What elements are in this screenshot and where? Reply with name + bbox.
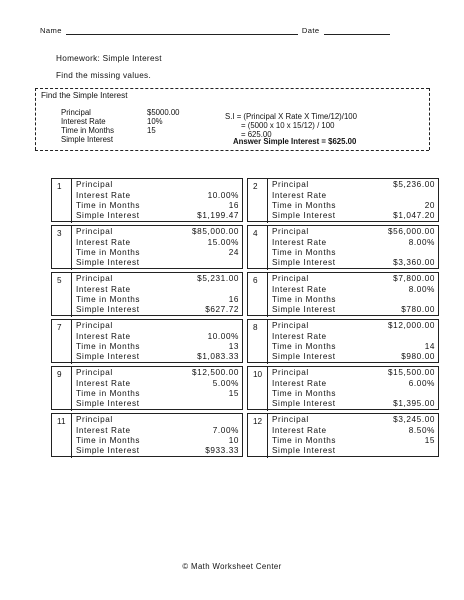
time-row bbox=[272, 342, 435, 352]
problem-number-divider bbox=[71, 320, 72, 364]
interest-label: Simple Interest bbox=[76, 211, 140, 220]
time-label: Time in Months bbox=[76, 248, 141, 257]
problem-number: 2 bbox=[253, 182, 258, 191]
principal-label: Principal bbox=[272, 415, 309, 424]
rate-label: Interest Rate bbox=[76, 285, 131, 294]
principal-row bbox=[76, 227, 239, 237]
problem-number: 9 bbox=[57, 370, 62, 379]
problem-number: 6 bbox=[253, 276, 258, 285]
time-row bbox=[76, 248, 239, 258]
problem-number-divider bbox=[267, 320, 268, 364]
principal-value[interactable]: $3,245.00 bbox=[393, 415, 435, 424]
rate-value[interactable]: 6.00% bbox=[408, 379, 435, 388]
principal-row bbox=[272, 274, 435, 284]
date-label: Date bbox=[301, 26, 320, 35]
interest-label: Simple Interest bbox=[272, 399, 336, 408]
time-value[interactable]: 14 bbox=[424, 342, 435, 351]
time-row bbox=[272, 389, 435, 399]
interest-label: Simple Interest bbox=[272, 211, 336, 220]
principal-label: Principal bbox=[272, 227, 309, 236]
principal-row bbox=[76, 368, 239, 378]
problem-number: 7 bbox=[57, 323, 62, 332]
rate-value[interactable]: 8.00% bbox=[408, 238, 435, 247]
time-label: Time in Months bbox=[272, 295, 337, 304]
problem-card bbox=[247, 366, 439, 410]
rate-label: Interest Rate bbox=[76, 426, 131, 435]
time-label: Time in Months bbox=[272, 436, 337, 445]
time-label: Time in Months bbox=[272, 201, 337, 210]
interest-row bbox=[76, 305, 239, 315]
time-label: Time in Months bbox=[76, 342, 141, 351]
interest-label: Simple Interest bbox=[76, 305, 140, 314]
time-label: Time in Months bbox=[272, 389, 337, 398]
time-value[interactable]: 16 bbox=[228, 201, 239, 210]
problem-number: 12 bbox=[253, 417, 263, 426]
time-row bbox=[76, 436, 239, 446]
interest-label: Simple Interest bbox=[272, 352, 336, 361]
problem-card bbox=[51, 366, 243, 410]
time-value[interactable]: 20 bbox=[424, 201, 435, 210]
interest-value[interactable]: $933.33 bbox=[205, 446, 239, 455]
time-value[interactable]: 16 bbox=[228, 295, 239, 304]
example-value: $5000.00 bbox=[147, 108, 180, 117]
time-value[interactable]: 13 bbox=[228, 342, 239, 351]
principal-label: Principal bbox=[272, 274, 309, 283]
rate-row bbox=[272, 379, 435, 389]
rate-label: Interest Rate bbox=[76, 332, 131, 341]
principal-value[interactable]: $56,000.00 bbox=[388, 227, 435, 236]
principal-value[interactable]: $15,500.00 bbox=[388, 368, 435, 377]
interest-row bbox=[76, 352, 239, 362]
example-border-top bbox=[35, 88, 429, 89]
time-row bbox=[76, 295, 239, 305]
time-value[interactable]: 24 bbox=[228, 248, 239, 257]
problem-number: 8 bbox=[253, 323, 258, 332]
rate-label: Interest Rate bbox=[272, 426, 327, 435]
principal-row bbox=[76, 180, 239, 190]
time-value[interactable]: 15 bbox=[424, 436, 435, 445]
interest-row bbox=[76, 446, 239, 456]
time-value[interactable]: 10 bbox=[228, 436, 239, 445]
copyright-footer: © Math Worksheet Center bbox=[182, 562, 282, 571]
example-values bbox=[147, 108, 180, 135]
example-value: 15 bbox=[147, 126, 156, 135]
principal-label: Principal bbox=[76, 227, 113, 236]
rate-label: Interest Rate bbox=[76, 191, 131, 200]
problem-card bbox=[51, 225, 243, 269]
interest-label: Simple Interest bbox=[76, 352, 140, 361]
principal-label: Principal bbox=[76, 180, 113, 189]
interest-value[interactable]: $1,083.33 bbox=[197, 352, 239, 361]
interest-value[interactable]: $780.00 bbox=[401, 305, 435, 314]
interest-label: Simple Interest bbox=[76, 258, 140, 267]
interest-label: Simple Interest bbox=[272, 258, 336, 267]
rate-label: Interest Rate bbox=[76, 238, 131, 247]
problem-card bbox=[51, 272, 243, 316]
example-answer: Answer Simple Interest = $625.00 bbox=[233, 137, 357, 146]
principal-label: Principal bbox=[272, 368, 309, 377]
problem-number-divider bbox=[71, 414, 72, 458]
time-label: Time in Months bbox=[272, 342, 337, 351]
example-calculation bbox=[225, 112, 357, 139]
principal-label: Principal bbox=[272, 180, 309, 189]
example-label: Interest Rate bbox=[61, 117, 106, 126]
principal-value[interactable]: $12,000.00 bbox=[388, 321, 435, 330]
principal-label: Principal bbox=[76, 368, 113, 377]
principal-row bbox=[272, 321, 435, 331]
time-row bbox=[272, 201, 435, 211]
problem-number-divider bbox=[267, 226, 268, 270]
interest-label: Simple Interest bbox=[76, 399, 140, 408]
rate-label: Interest Rate bbox=[272, 379, 327, 388]
problem-number-divider bbox=[267, 414, 268, 458]
time-label: Time in Months bbox=[272, 248, 337, 257]
rate-row bbox=[76, 285, 239, 295]
principal-row bbox=[76, 274, 239, 284]
principal-row bbox=[76, 321, 239, 331]
homework-title: Homework: Simple Interest bbox=[56, 54, 162, 63]
principal-label: Principal bbox=[76, 321, 113, 330]
interest-row bbox=[272, 305, 435, 315]
problem-number-divider bbox=[71, 367, 72, 411]
time-row bbox=[272, 248, 435, 258]
calc-line: = (5000 x 10 x 15/12) / 100 bbox=[241, 121, 335, 130]
rate-value[interactable]: 10.00% bbox=[207, 332, 239, 341]
rate-row bbox=[76, 191, 239, 201]
rate-label: Interest Rate bbox=[272, 332, 327, 341]
rate-row bbox=[76, 332, 239, 342]
time-label: Time in Months bbox=[76, 389, 141, 398]
principal-label: Principal bbox=[272, 321, 309, 330]
time-label: Time in Months bbox=[76, 436, 141, 445]
calc-line: = 625.00 bbox=[241, 130, 272, 139]
example-label: Principal bbox=[61, 108, 91, 117]
principal-value[interactable]: $5,236.00 bbox=[393, 180, 435, 189]
interest-value[interactable]: $1,047.20 bbox=[393, 211, 435, 220]
rate-row bbox=[272, 238, 435, 248]
interest-value[interactable]: $3,360.00 bbox=[393, 258, 435, 267]
interest-row bbox=[272, 446, 435, 456]
rate-row bbox=[76, 426, 239, 436]
time-row bbox=[76, 389, 239, 399]
example-border-left bbox=[35, 88, 36, 150]
rate-row bbox=[272, 426, 435, 436]
time-row bbox=[76, 201, 239, 211]
example-box bbox=[35, 88, 429, 150]
problem-card bbox=[247, 319, 439, 363]
rate-value[interactable]: 8.50% bbox=[408, 426, 435, 435]
principal-row bbox=[272, 180, 435, 190]
interest-value[interactable]: $1,199.47 bbox=[197, 211, 239, 220]
time-row bbox=[272, 295, 435, 305]
problem-number-divider bbox=[267, 273, 268, 317]
interest-row bbox=[272, 399, 435, 409]
time-row bbox=[272, 436, 435, 446]
problem-card bbox=[247, 413, 439, 457]
interest-label: Simple Interest bbox=[76, 446, 140, 455]
interest-label: Simple Interest bbox=[272, 446, 336, 455]
principal-row bbox=[272, 227, 435, 237]
problem-card bbox=[247, 225, 439, 269]
example-label: Time in Months bbox=[61, 126, 115, 135]
principal-label: Principal bbox=[76, 415, 113, 424]
rate-value[interactable]: 10.00% bbox=[207, 191, 239, 200]
problem-card bbox=[51, 319, 243, 363]
interest-value[interactable]: $1,395.00 bbox=[393, 399, 435, 408]
name-label: Name bbox=[40, 26, 62, 35]
problem-number: 10 bbox=[253, 370, 263, 379]
principal-label: Principal bbox=[76, 274, 113, 283]
calc-line: S.I = (Principal X Rate X Time/12)/100 bbox=[225, 112, 357, 121]
example-border-bottom bbox=[35, 150, 429, 151]
rate-value[interactable]: 8.00% bbox=[408, 285, 435, 294]
rate-label: Interest Rate bbox=[76, 379, 131, 388]
problem-card bbox=[51, 413, 243, 457]
time-value[interactable]: 15 bbox=[228, 389, 239, 398]
principal-value[interactable]: $5,231.00 bbox=[197, 274, 239, 283]
interest-value[interactable]: $980.00 bbox=[401, 352, 435, 361]
principal-value[interactable]: $12,500.00 bbox=[192, 368, 239, 377]
principal-row bbox=[76, 415, 239, 425]
problem-number-divider bbox=[267, 367, 268, 411]
rate-row bbox=[272, 191, 435, 201]
principal-value[interactable]: $7,800.00 bbox=[393, 274, 435, 283]
interest-row bbox=[272, 352, 435, 362]
principal-row bbox=[272, 368, 435, 378]
interest-row bbox=[76, 399, 239, 409]
example-labels bbox=[61, 108, 114, 144]
problem-number-divider bbox=[267, 179, 268, 223]
rate-label: Interest Rate bbox=[272, 191, 327, 200]
problem-card bbox=[247, 178, 439, 222]
rate-row bbox=[76, 379, 239, 389]
example-title: Find the Simple Interest bbox=[41, 91, 128, 100]
rate-label: Interest Rate bbox=[272, 285, 327, 294]
time-label: Time in Months bbox=[76, 295, 141, 304]
problem-card bbox=[51, 178, 243, 222]
example-border-right bbox=[429, 88, 430, 150]
name-field[interactable] bbox=[66, 26, 298, 35]
problem-number: 4 bbox=[253, 229, 258, 238]
example-value: 10% bbox=[147, 117, 163, 126]
rate-label: Interest Rate bbox=[272, 238, 327, 247]
principal-value[interactable]: $85,000.00 bbox=[192, 227, 239, 236]
problem-number-divider bbox=[71, 226, 72, 270]
problem-number: 11 bbox=[57, 417, 66, 426]
problem-number: 5 bbox=[57, 276, 62, 285]
problem-number-divider bbox=[71, 273, 72, 317]
time-row bbox=[76, 342, 239, 352]
rate-value[interactable]: 15.00% bbox=[207, 238, 239, 247]
date-field[interactable] bbox=[324, 26, 390, 35]
interest-label: Simple Interest bbox=[272, 305, 336, 314]
rate-value[interactable]: 5.00% bbox=[212, 379, 239, 388]
problem-number: 3 bbox=[57, 229, 62, 238]
time-label: Time in Months bbox=[76, 201, 141, 210]
interest-row bbox=[272, 258, 435, 268]
example-label: Simple Interest bbox=[61, 135, 114, 144]
problem-number: 1 bbox=[57, 182, 62, 191]
principal-row bbox=[272, 415, 435, 425]
rate-row bbox=[76, 238, 239, 248]
problem-card bbox=[247, 272, 439, 316]
problem-number-divider bbox=[71, 179, 72, 223]
rate-row bbox=[272, 332, 435, 342]
interest-value[interactable]: $627.72 bbox=[205, 305, 239, 314]
interest-row bbox=[272, 211, 435, 221]
rate-value[interactable]: 7.00% bbox=[212, 426, 239, 435]
instructions: Find the missing values. bbox=[56, 71, 152, 80]
interest-row bbox=[76, 258, 239, 268]
interest-row bbox=[76, 211, 239, 221]
rate-row bbox=[272, 285, 435, 295]
name-date-header bbox=[40, 26, 420, 35]
